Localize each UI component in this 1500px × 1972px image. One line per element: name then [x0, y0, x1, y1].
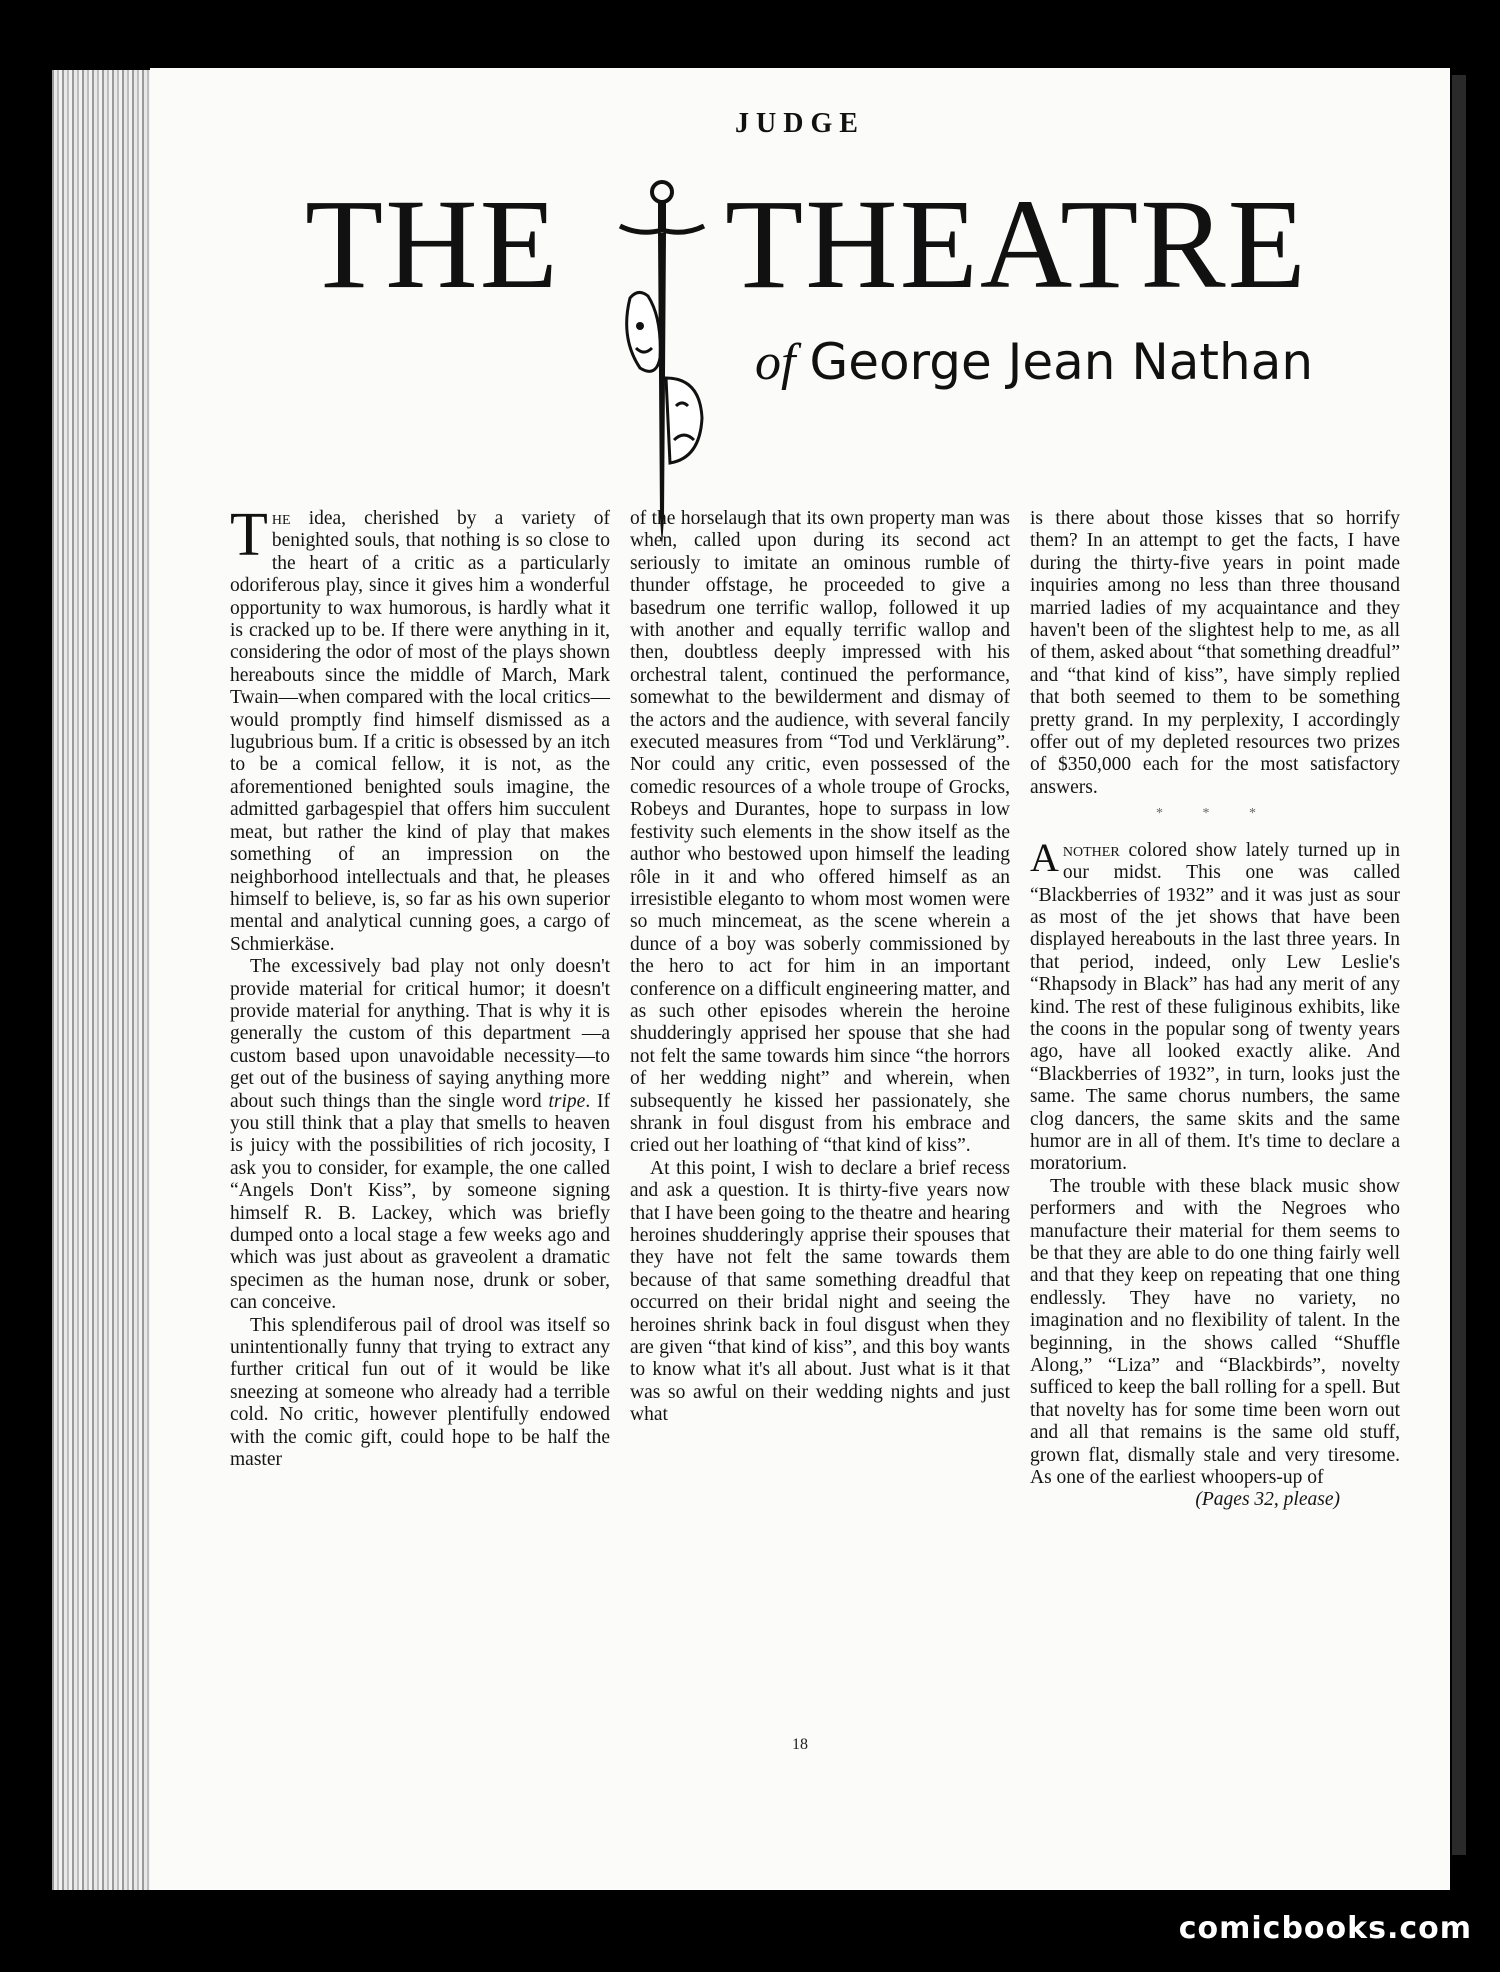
article-column-1: [230, 501, 610, 1471]
paragraph: is there about those kisses that so horrify them? In an attempt to get the facts, I have during the thirty-five years in point made inquiries among no less than three thousand married ladies of my acquaintance and they haven't been of the slightest help to me, as all of them, asked about “that something dreadful” and “that kind of kiss”, have simply replied that both seemed to them to be something pretty grand. In my perplexity, I accordingly offer out of my depleted resources two prizes of $350,000 each for the most satisfactory answers.: [1030, 508, 1400, 798]
paragraph-text: . If you still think that a play that smells to heaven is juicy with the possibilities of rich jocosity, I ask you to consider, for example, the one called “Angels Don't Kiss”, by someone signing himself R. B. Lackey, which was briefly dumped onto a local stage a few weeks ago and which was just about as graveolent a dramatic specimen as the human nose, drunk or sober, can conceive.: [230, 1090, 610, 1314]
watermark: comicbooks.com: [1178, 1911, 1472, 1946]
page-number: 18: [792, 1736, 808, 1753]
byline-author: George Jean Nathan: [809, 333, 1314, 391]
article-column-2: [630, 508, 1010, 1427]
paragraph-text: colored show lately turned up in our midst. This one was called “Blackberries of 1932” and it was just as sour as most of the jet shows that have been displayed hereabouts in the last three years. In that period, indeed, only Lew Leslie's “Rhapsody in Black” has had any merit of any kind. The rest of these fuliginous exhibits, like the coons in the popular song of twenty years ago, have all looked exactly alike. And “Blackberries of 1932”, in turn, looks just the same. The same chorus numbers, the same clog dancers, the same skits and the same humor are in all of them. It's time to declare a moratorium.: [1030, 839, 1400, 1175]
drop-cap: A: [1030, 834, 1059, 880]
section-break: * * *: [1156, 806, 1274, 822]
lead-word: he: [271, 508, 291, 529]
masthead: JUDGE: [735, 108, 865, 139]
byline-of: of: [755, 334, 796, 391]
drop-cap: T: [230, 501, 268, 569]
title-theatre: THEATRE: [725, 173, 1308, 315]
paragraph: of the horselaugh that its own property man was when, called upon during its second act seriously to imitate an ominous rumble of thunder offstage, he proceeded to give a basedrum one terrific wallop, followed it up with another and equally terrific wallop and then, doubtless deeply impressed with his orchestral talent, continued the performance, somewhat to the bewilderment and dismay of the actors and the audience, with several fancily executed measures from “Tod und Verklärung”. Nor could any critic, even possessed of the comedic resources of a whole troupe of Grocks, Robeys and Durantes, hope to surpass in low festivity such elements in the show itself as the author who bestowed upon himself the leading rôle in it and who offered himself as an irresistible eleganto to whom most women were so much mincemeat, as the scene wherein a dunce of a boy was soberly commissioned by the hero to act for him in an important conference on a difficult engineering matter, and as such other episodes wherein the heroine shudderingly apprised her spouse that she had not felt the same towards him since “the horrors of her wedding night” and wherein, when subsequently he kissed her passionately, she shrank in foul disgust from his embrace and cried out her loathing of “that kind of kiss”.: [630, 508, 1010, 1157]
paragraph: This splendiferous pail of drool was itself so unintentionally funny that trying to extract any further critical fun out of it would be like sneezing at someone who already had a terrible cold. No critic, however plentifully endowed with the comic gift, could hope to be half the master: [230, 1314, 610, 1471]
magazine-page: [150, 68, 1450, 1890]
article-column-3: [1030, 508, 1400, 1512]
byline: [755, 333, 1313, 392]
lead-word: nother: [1062, 839, 1120, 861]
paragraph: [1030, 834, 1400, 1176]
paragraph: [230, 501, 610, 956]
paragraph: The trouble with these black music show performers and with the Negroes who manufacture their material for them seems to be that they are able to do one thing fairly well and that they keep on repeating that one thing endlessly. They have no variety, no imagination and no flexibility of talent. In the beginning, in the shows called “Shuffle Along,” “Liza” and “Blackbirds”, novelty sufficed to keep the ball rolling for a spell. But that novelty has for some time been worn out and all that remains is the same old stuff, grown flat, dismally stale and very tiresome. As one of the earliest whoopers-up of: [1030, 1175, 1400, 1489]
paragraph-text: idea, cherished by a variety of benighted souls, that nothing is so close to the heart of a critic as a particularly odoriferous play, since it gives him a wonderful opportunity to wax humorous, is hardly what it is cracked up to be. If there were anything in it, considering the odor of most of the plays shown hereabouts since the middle of March, Mark Twain—when compared with the local critics—would promptly find himself dismissed as a lugubrious bum. If a critic is obsessed by an itch to be a comical fellow, it is not, as the aforementioned benighted souls imagine, the admitted garbagespiel that offers him succulent meat, but rather the kind of play that makes something of an impression on the neighborhood intellectuals and that, he pleases himself to believe, is, so far as his own superior mental and analytical cunning goes, a cargo of Schmierkäse.: [230, 508, 610, 955]
sword-masks-emblem: [590, 178, 730, 548]
emphasis-text: tripe: [548, 1090, 586, 1112]
facing-page-edge: [1452, 75, 1466, 1855]
paragraph-text: The excessively bad play not only doesn't provide material for critical humor; it doesn't provide material for anything. That is why it is generally the custom of this department —a custom based upon unavoidable necessity—to get out of the business of saying anything more about such things than the single word: [230, 956, 610, 1112]
paragraph: At this point, I wish to declare a brief recess and ask a question. It is thirty-five years now that I have been going to the theatre and hearing heroines shudderingly apprise their spouses that they have not felt the same towards them because of that same something dreadful that occurred on their bridal night and seeing the heroines shrink back in foul disgust when they are given “that kind of kiss”, and this boy wants to know what it's all about. Just what is it that was so awful on their wedding nights and just what: [630, 1157, 1010, 1426]
paragraph: [230, 956, 610, 1315]
book-page-edge: [52, 70, 162, 1890]
continued-note: (Pages 32, please): [1195, 1489, 1340, 1511]
title-the: THE: [305, 173, 560, 315]
